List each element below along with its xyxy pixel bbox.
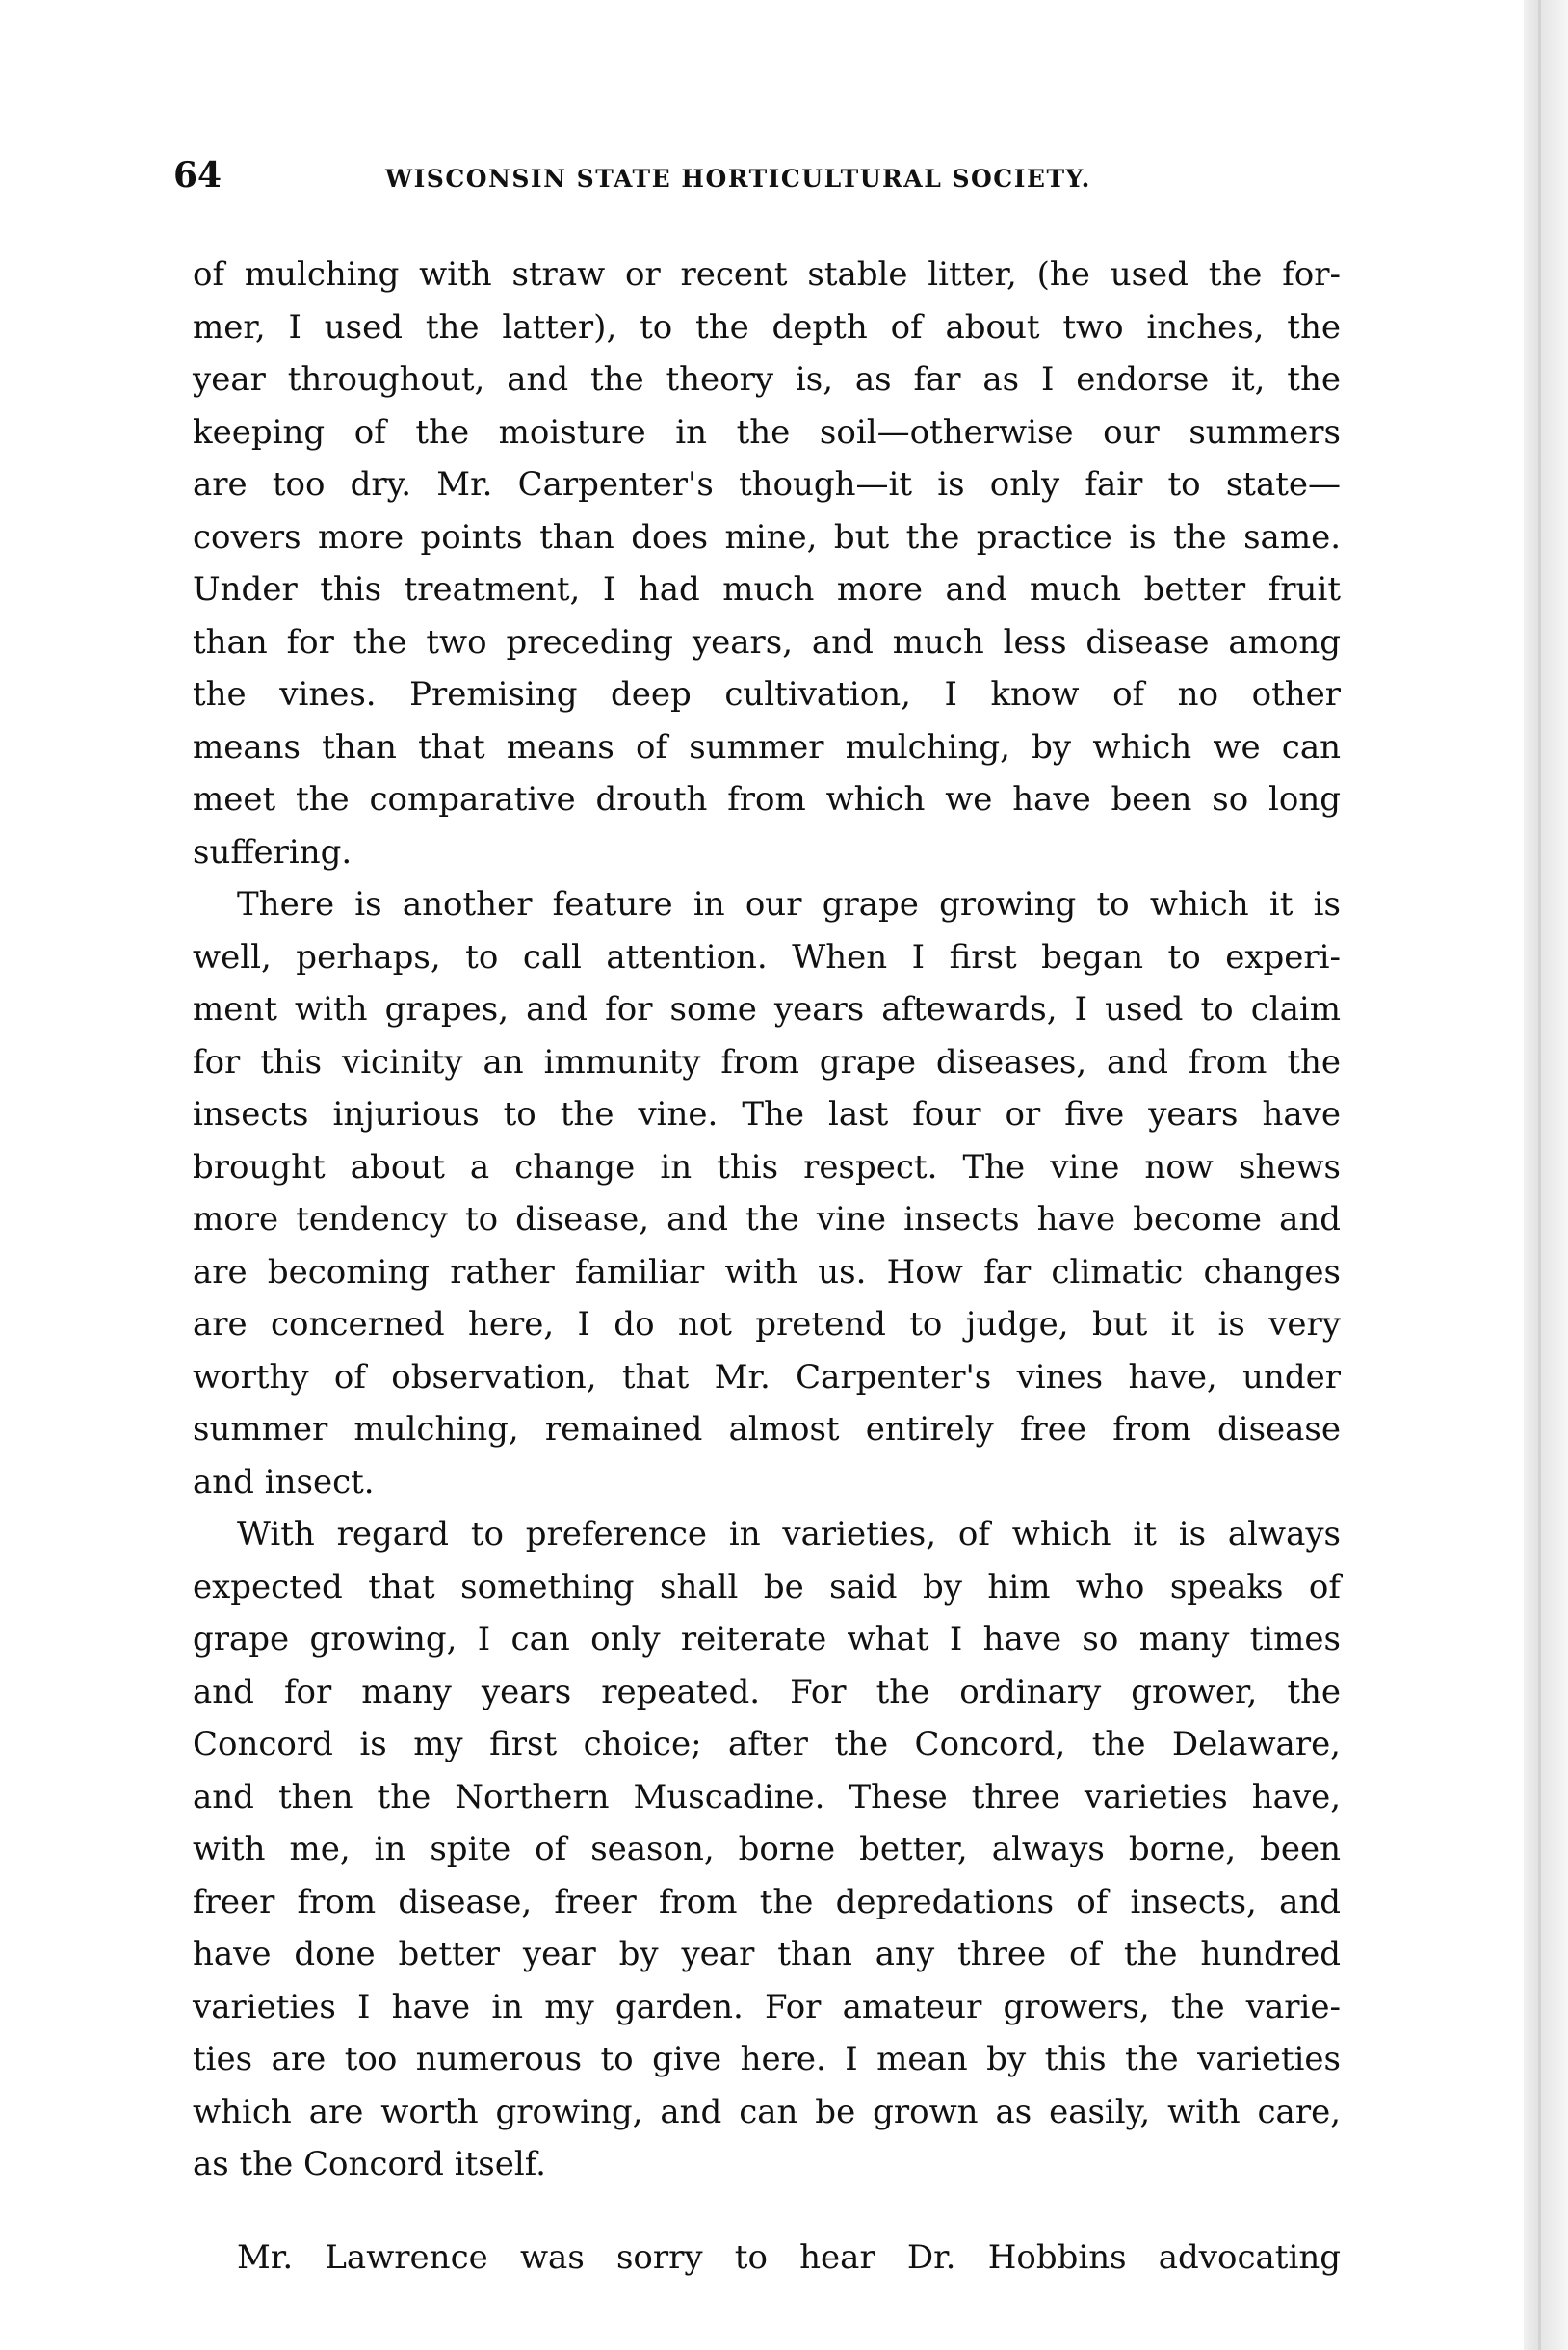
text-line: ment with grapes, and for some years aftewards, I used to claim [193, 990, 1341, 1029]
text-line: year throughout, and the theory is, as far as I endorse it, the [193, 360, 1341, 399]
text-line: Mr. Lawrence was sorry to hear Dr. Hobbins advocating [237, 2237, 1341, 2277]
page-header [0, 154, 1568, 212]
text-line: have done better year by year than any three of the hundred [193, 1935, 1341, 1973]
text-line: are becoming rather familiar with us. How far climatic changes [193, 1252, 1341, 1292]
text-line: meet the comparative drouth from which we have been so long [193, 780, 1341, 819]
body-text [193, 248, 1341, 2284]
text-line: are too dry. Mr. Carpenter's though—it is only fair to state— [193, 465, 1341, 504]
page-edge-line [1538, 0, 1541, 2350]
text-line: are concerned here, I do not pretend to judge, but it is very [193, 1305, 1341, 1344]
text-line: which are worth growing, and can be grown as easily, with care, [193, 2092, 1341, 2131]
text-line: and for many years repeated. For the ordinary grower, the [193, 1672, 1341, 1711]
running-head: WISCONSIN STATE HORTICULTURAL SOCIETY. [385, 165, 1091, 193]
text-line: There is another feature in our grape growing to which it is [237, 885, 1341, 924]
text-line: grape growing, I can only reiterate what I have so many times [193, 1620, 1341, 1658]
paragraph-3 [193, 1508, 1341, 2191]
text-line: mer, I used the latter), to the depth of about two inches, the [193, 307, 1341, 347]
text-line: expected that something shall be said by him who speaks of [193, 1567, 1341, 1606]
page-number: 64 [173, 155, 222, 196]
text-line: more tendency to disease, and the vine insects have become and [193, 1200, 1341, 1239]
text-line: the vines. Premising deep cultivation, I know of no other [193, 675, 1341, 714]
text-line: means than that means of summer mulching, by which we can [193, 727, 1341, 767]
text-line: and then the Northern Muscadine. These three varieties have, [193, 1777, 1341, 1816]
text-line: keeping of the moisture in the soil—otherwise our summers [193, 412, 1341, 452]
text-line: brought about a change in this respect. The vine now shews [193, 1147, 1341, 1187]
text-line: covers more points than does mine, but the practice is the same. [193, 517, 1341, 557]
paragraph-2 [193, 878, 1341, 1508]
text-line: insects injurious to the vine. The last four or five years have [193, 1095, 1341, 1134]
text-line: for this vicinity an immunity from grape diseases, and from the [193, 1042, 1341, 1082]
text-line: summer mulching, remained almost entirely free from disease [193, 1410, 1341, 1449]
text-line: varieties I have in my garden. For amateur growers, the varie- [193, 1987, 1341, 2026]
text-line: suffering. [193, 832, 353, 872]
text-line: Under this treatment, I had much more and much better fruit [193, 570, 1341, 609]
text-line: ties are too numerous to give here. I mean by this the varieties [193, 2040, 1341, 2078]
text-line: Concord is my first choice; after the Concord, the Delaware, [193, 1725, 1341, 1763]
paragraph-4 [193, 2232, 1341, 2285]
paragraph-gap [193, 2191, 1341, 2232]
text-line: and insect. [193, 1462, 375, 1501]
text-line: worthy of observation, that Mr. Carpenter's vines have, under [193, 1357, 1341, 1397]
text-line: freer from disease, freer from the depredations of insects, and [193, 1882, 1341, 1921]
text-line: With regard to preference in varieties, of which it is always [237, 1515, 1341, 1554]
text-line: well, perhaps, to call attention. When I first began to experi- [193, 937, 1341, 977]
text-line: of mulching with straw or recent stable litter, (he used the for- [193, 255, 1341, 294]
text-line: as the Concord itself. [193, 2145, 546, 2183]
text-line: than for the two preceding years, and much less disease among [193, 622, 1341, 662]
page-edge-shadow [1524, 0, 1568, 2350]
text-line: with me, in spite of season, borne better, always borne, been [193, 1830, 1341, 1868]
paragraph-1 [193, 248, 1341, 878]
